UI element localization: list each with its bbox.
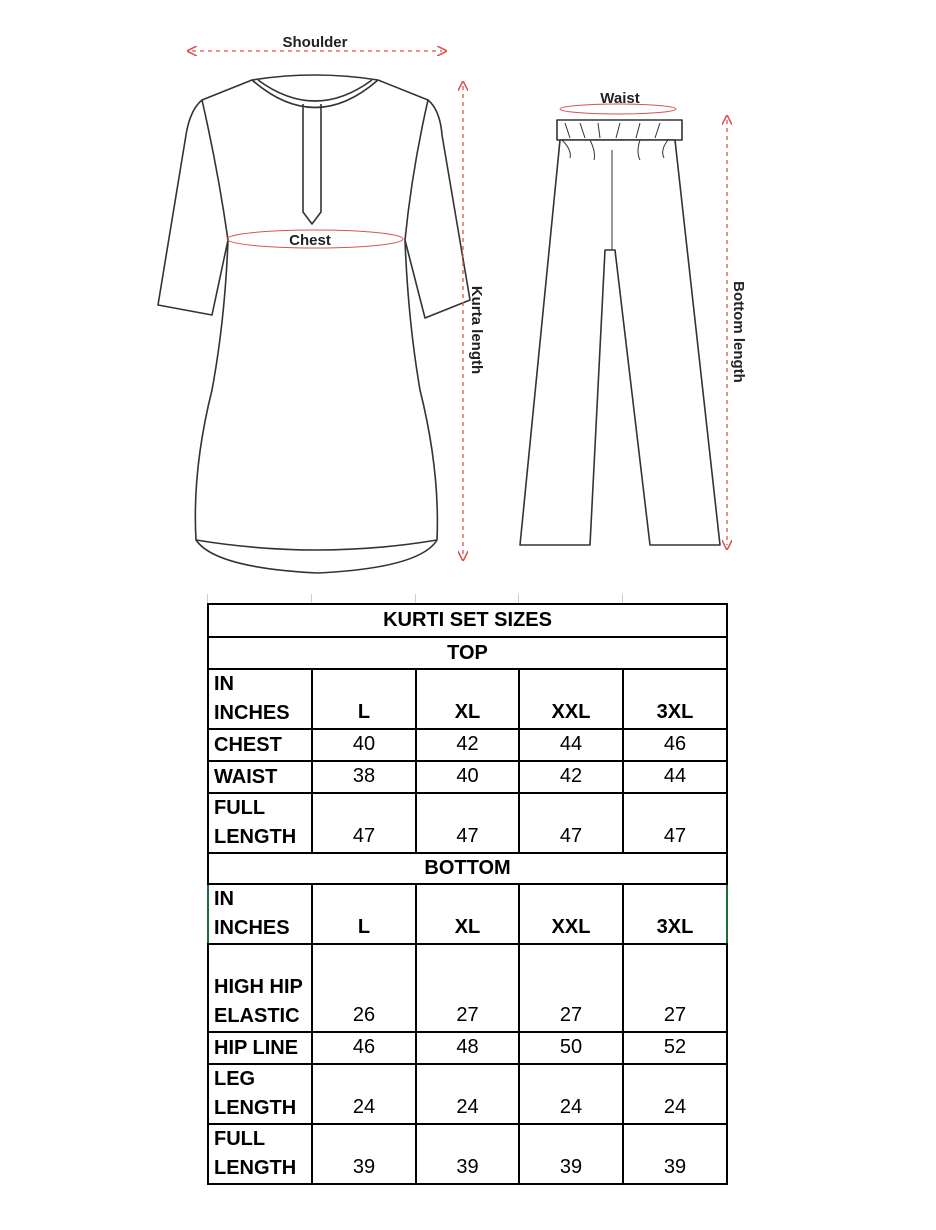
row-label: WAIST xyxy=(208,761,312,793)
size-header-cell: 3XL xyxy=(623,669,727,729)
pants-illustration xyxy=(520,120,720,545)
table-row xyxy=(208,729,727,761)
table-cell: 44 xyxy=(519,729,623,761)
size-header-cell: XL xyxy=(416,669,519,729)
table-row xyxy=(208,1124,727,1184)
table-cell: 24 xyxy=(312,1064,416,1124)
table-cell: 24 xyxy=(519,1064,623,1124)
grid-tick xyxy=(207,594,208,603)
table-cell: 44 xyxy=(623,761,727,793)
bottom-section-header: BOTTOM xyxy=(208,853,727,884)
waist-label: Waist xyxy=(600,90,640,107)
kurta-illustration xyxy=(158,75,470,573)
size-chart-table xyxy=(207,603,728,1185)
table-cell: 39 xyxy=(623,1124,727,1184)
size-header-cell: XL xyxy=(416,884,519,944)
row-label: LEG LENGTH xyxy=(208,1064,312,1124)
row-label: FULL LENGTH xyxy=(208,1124,312,1184)
table-cell: 24 xyxy=(623,1064,727,1124)
size-header-cell: L xyxy=(312,884,416,944)
grid-tick xyxy=(622,594,623,603)
size-header-cell: XXL xyxy=(519,669,623,729)
kurta-length-label: Kurta length xyxy=(468,285,485,375)
top-size-header-row xyxy=(208,669,727,729)
table-cell: 40 xyxy=(312,729,416,761)
grid-tick xyxy=(415,594,416,603)
table-cell: 39 xyxy=(312,1124,416,1184)
row-label: HIGH HIP ELASTIC xyxy=(208,944,312,1032)
table-cell: 47 xyxy=(312,793,416,853)
table-cell: 27 xyxy=(519,944,623,1032)
table-cell: 42 xyxy=(519,761,623,793)
garment-measurement-diagram xyxy=(0,0,936,590)
top-unit-label: IN INCHES xyxy=(208,669,312,729)
row-label: CHEST xyxy=(208,729,312,761)
table-cell: 52 xyxy=(623,1032,727,1064)
row-label: FULL LENGTH xyxy=(208,793,312,853)
chest-label: Chest xyxy=(289,232,331,249)
table-row xyxy=(208,1064,727,1124)
table-cell: 39 xyxy=(519,1124,623,1184)
table-cell: 27 xyxy=(623,944,727,1032)
table-cell: 26 xyxy=(312,944,416,1032)
table-row xyxy=(208,944,727,1032)
top-section-header: TOP xyxy=(208,637,727,669)
table-cell: 40 xyxy=(416,761,519,793)
table-cell: 48 xyxy=(416,1032,519,1064)
table-cell: 38 xyxy=(312,761,416,793)
table-cell: 39 xyxy=(416,1124,519,1184)
table-row xyxy=(208,761,727,793)
table-cell: 47 xyxy=(519,793,623,853)
bottom-unit-label: IN INCHES xyxy=(208,884,312,944)
table-cell: 50 xyxy=(519,1032,623,1064)
table-row xyxy=(208,793,727,853)
size-header-cell: 3XL xyxy=(623,884,727,944)
table-cell: 47 xyxy=(623,793,727,853)
size-header-cell: XXL xyxy=(519,884,623,944)
table-cell: 46 xyxy=(623,729,727,761)
table-cell: 42 xyxy=(416,729,519,761)
bottom-size-header-row xyxy=(208,884,727,944)
row-label: HIP LINE xyxy=(208,1032,312,1064)
shoulder-label: Shoulder xyxy=(282,34,348,51)
table-cell: 47 xyxy=(416,793,519,853)
table-cell: 27 xyxy=(416,944,519,1032)
bottom-length-label: Bottom length xyxy=(730,281,747,383)
size-header-cell: L xyxy=(312,669,416,729)
table-cell: 46 xyxy=(312,1032,416,1064)
table-cell: 24 xyxy=(416,1064,519,1124)
grid-tick xyxy=(518,594,519,603)
grid-tick xyxy=(311,594,312,603)
table-title: KURTI SET SIZES xyxy=(208,604,727,637)
table-row xyxy=(208,1032,727,1064)
